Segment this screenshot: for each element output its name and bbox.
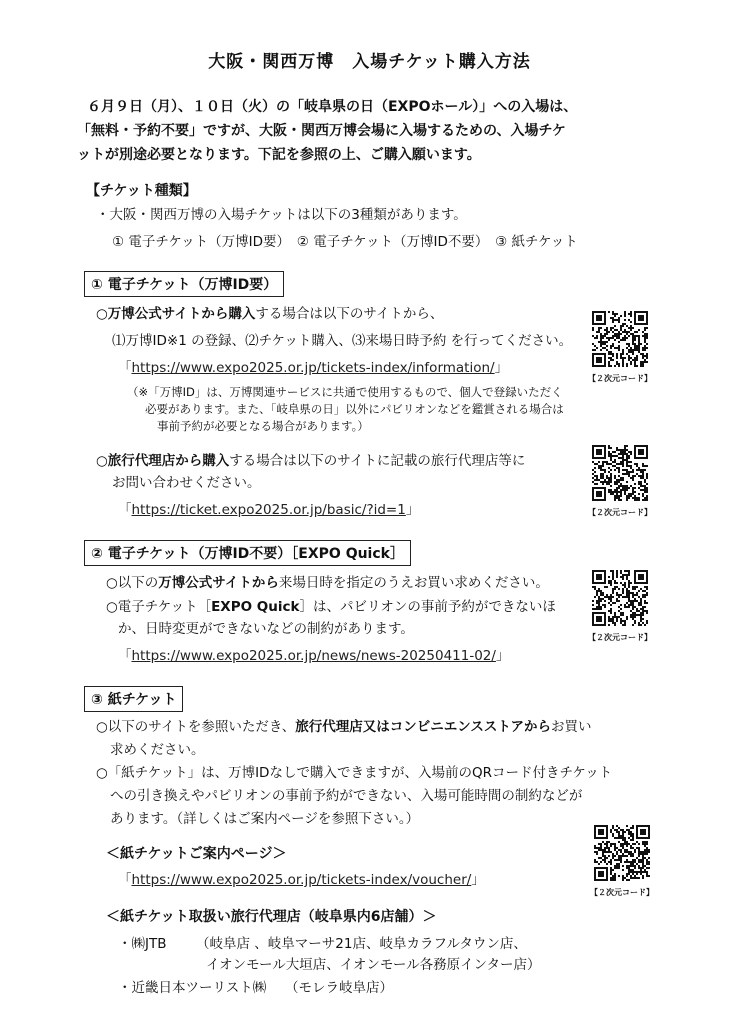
qr-code-icon bbox=[594, 825, 650, 881]
sec2-url-link[interactable]: https://www.expo2025.or.jp/news/news-20250411-02/ bbox=[131, 648, 496, 664]
sec1-note-2: 必要があります。また、「岐阜県の日」以外にパビリオンなどを鑑賞される場合は bbox=[145, 402, 564, 416]
section-2-heading: ② 電子チケット（万博ID不要）［EXPO Quick］ bbox=[84, 540, 411, 566]
kntt-stores: （モレラ岐阜店） bbox=[285, 980, 393, 996]
sec1-url2-link[interactable]: https://ticket.expo2025.or.jp/basic/?id=1 bbox=[131, 502, 406, 518]
qr-label: 【２次元コード】 bbox=[588, 374, 652, 383]
sec1-agency-rest: する場合は以下のサイトに記載の旅行代理店等に bbox=[229, 453, 526, 469]
sec2-line1: ○以下の万博公式サイトから来場日時を指定のうえお買い求めください。 bbox=[106, 575, 549, 591]
sec2-line2: ○電子チケット［EXPO Quick］は、パビリオンの事前予約ができないほ bbox=[106, 599, 556, 615]
qr-label: 【２次元コード】 bbox=[588, 508, 652, 517]
sec1-url1-link[interactable]: https://www.expo2025.or.jp/tickets-index/information/ bbox=[131, 360, 495, 376]
page-title: 大阪・関西万博 入場チケット購入方法 bbox=[208, 52, 531, 72]
sec3-guide-heading: ＜紙チケットご案内ページ＞ bbox=[106, 846, 287, 862]
sec2-line3: か、日時変更ができないなどの制約があります。 bbox=[118, 621, 414, 637]
qr-code-icon bbox=[592, 445, 648, 501]
ticket-types-list: ① 電子チケット（万博ID要） ② 電子チケット（万博ID不要） ③ 紙チケット bbox=[112, 234, 578, 250]
sec1-agency-bold: 旅行代理店から購入 bbox=[107, 453, 230, 469]
sec3-url-link[interactable]: https://www.expo2025.or.jp/tickets-index/voucher/ bbox=[131, 872, 472, 888]
section-1-heading: ① 電子チケット（万博ID要） bbox=[84, 271, 284, 297]
sec1-official-line bbox=[96, 303, 443, 325]
qr-code-icon bbox=[592, 570, 648, 626]
intro-line-3: ットが別途必要となります。下記を参照の上、ご購入願います。 bbox=[77, 147, 481, 163]
sec1-url1-line: 「https://www.expo2025.or.jp/tickets-index/information/」 bbox=[118, 360, 509, 376]
sec1-url2-line: 「https://ticket.expo2025.or.jp/basic/?id=1」 bbox=[118, 502, 420, 518]
intro-line-1: ６月９日（月）、１０日（火）の「岐阜県の日（EXPOホール）」への入場は、 bbox=[87, 99, 578, 115]
sec1-note-3: 事前予約が必要となる場合があります。） bbox=[157, 419, 369, 433]
sec3-line2: 求めください。 bbox=[110, 742, 205, 758]
kntt-label: ・近畿日本ツーリスト㈱ bbox=[118, 980, 267, 996]
sec3-url-line: 「https://www.expo2025.or.jp/tickets-index/voucher/」 bbox=[118, 872, 485, 888]
sec1-steps: ⑴万博ID※1 の登録、⑵チケット購入、⑶来場日時予約 を行ってください。 bbox=[112, 333, 573, 349]
jtb-stores-2: イオンモール大垣店、イオンモール各務原インター店） bbox=[206, 957, 541, 973]
sec3-line3: ○「紙チケット」は、万博IDなしで購入できますが、入場前のQRコード付きチケット bbox=[96, 765, 613, 781]
sec1-agency-line2: お問い合わせください。 bbox=[112, 475, 261, 491]
sec3-line5: あります。（詳しくはご案内ページを参照下さい。） bbox=[110, 811, 420, 827]
sec1-note-1: （※「万博ID」は、万博関連サービスに共通で使用するもので、個人で登録いただく bbox=[127, 385, 563, 399]
qr-label: 【２次元コード】 bbox=[590, 888, 654, 897]
sec3-line4: への引き換えやパビリオンの事前予約ができない、入場可能時間の制約などが bbox=[110, 788, 583, 804]
jtb-label: ・㈱JTB bbox=[118, 936, 167, 952]
jtb-stores-1: （岐阜店 、岐阜マーサ21店、岐阜カラフルタウン店、 bbox=[196, 936, 527, 952]
circle-bullet: ○ bbox=[96, 306, 108, 322]
ticket-types-heading: 【チケット種類】 bbox=[86, 183, 197, 199]
ticket-types-desc: ・大阪・関西万博の入場チケットは以下の3種類があります。 bbox=[96, 207, 467, 223]
sec1-official-rest: する場合は以下のサイトから、 bbox=[255, 306, 444, 322]
intro-line-2: 「無料・予約不要」ですが、大阪・関西万博会場に入場するための、入場チケ bbox=[77, 123, 566, 139]
sec3-line1: ○以下のサイトを参照いただき、旅行代理店又はコンビニエンスストアからお買い bbox=[96, 719, 592, 735]
sec2-url-line: 「https://www.expo2025.or.jp/news/news-20250411-02/」 bbox=[118, 648, 510, 664]
sec1-official-bold: 万博公式サイトから購入 bbox=[107, 306, 256, 322]
sec3-agents-heading: ＜紙チケット取扱い旅行代理店（岐阜県内6店舗）＞ bbox=[106, 909, 437, 925]
qr-label: 【２次元コード】 bbox=[588, 633, 652, 642]
section-3-heading: ③ 紙チケット bbox=[84, 686, 183, 712]
sec1-agency-line: ○旅行代理店から購入する場合は以下のサイトに記載の旅行代理店等に bbox=[96, 453, 526, 469]
qr-code-icon bbox=[592, 311, 648, 367]
